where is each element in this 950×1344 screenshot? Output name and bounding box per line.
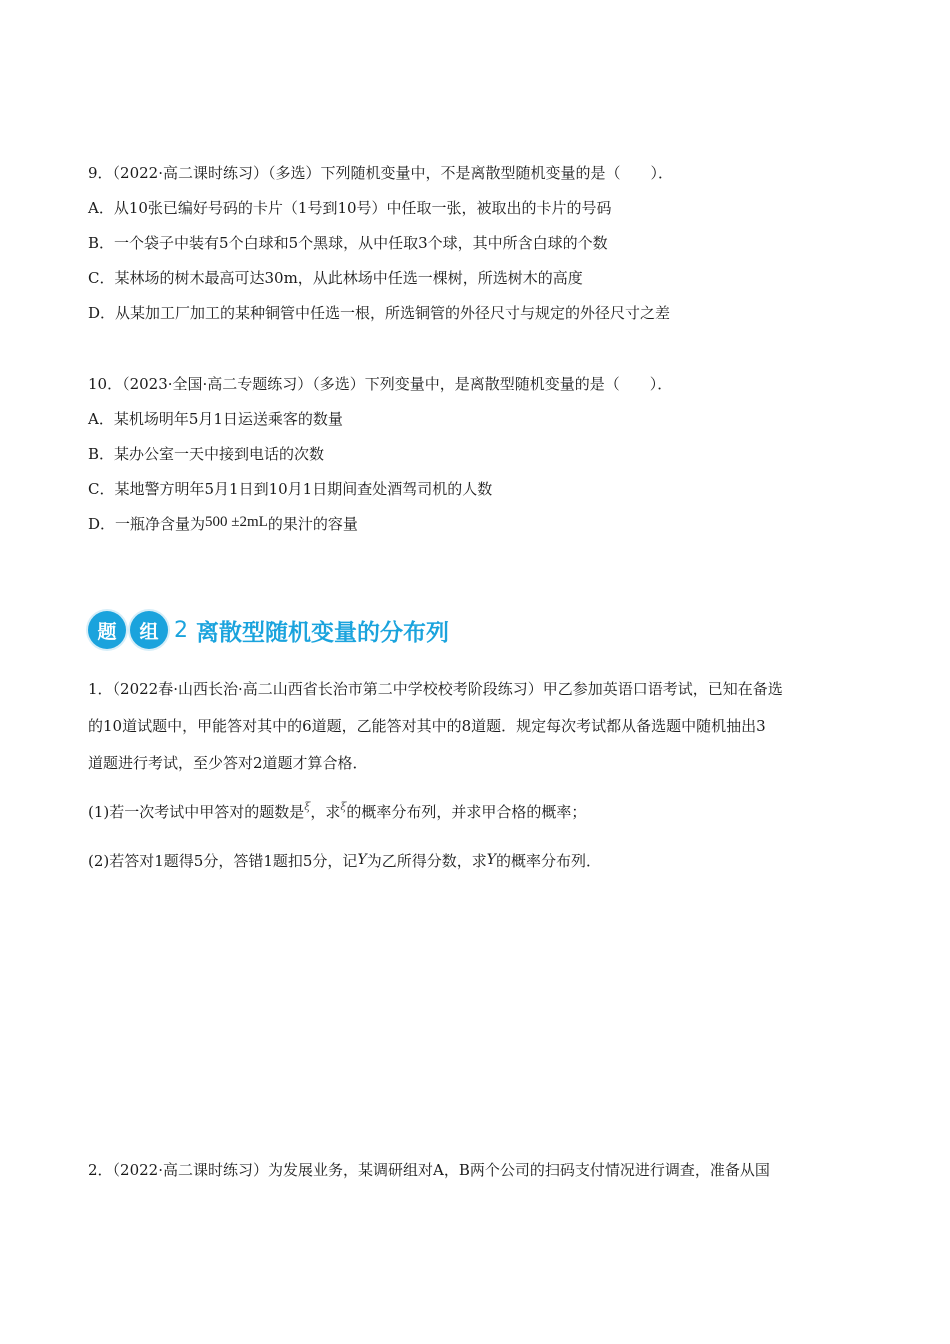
group-badge-zu: 组 bbox=[130, 611, 168, 649]
question-9-option-c: C．某林场的树木最高可达30m，从此林场中任选一棵树，所选树木的高度 bbox=[88, 269, 583, 287]
question-10-option-a: A．某机场明年5月1日运送乘客的数量 bbox=[88, 410, 343, 428]
q1-line-2: 的10道试题中，甲能答对其中的6道题，乙能答对其中的8道题．规定每次考试都从备选题中随机抽出3 bbox=[88, 717, 766, 735]
question-10-stem: 10．（2023·全国·高二专题练习）（多选）下列变量中，是离散型随机变量的是（ ）． bbox=[88, 375, 673, 393]
q1-part-2-a: (2)若答对1题得5分，答错1题扣5分，记 bbox=[88, 852, 358, 870]
group-title: 离散型随机变量的分布列 bbox=[196, 619, 449, 646]
volume-expression: 500 ±2mL bbox=[205, 514, 268, 530]
q1-line-3: 道题进行考试，至少答对2道题才算合格． bbox=[88, 754, 368, 772]
question-10-option-c: C．某地警方明年5月1日到10月1日期间查处酒驾司机的人数 bbox=[88, 480, 493, 498]
q1-part-1-a: (1)若一次考试中甲答对的题数是 bbox=[88, 803, 305, 821]
group-heading bbox=[88, 608, 449, 652]
q1-part-2-b: 为乙所得分数，求 bbox=[366, 852, 487, 870]
question-9-option-d: D．从某加工厂加工的某种铜管中任选一根，所选铜管的外径尺寸与规定的外径尺寸之差 bbox=[88, 304, 671, 322]
q1-part-1 bbox=[88, 802, 586, 824]
q1-part-2-c: 的概率分布列． bbox=[495, 852, 601, 870]
q2-line-1: 2．（2022·高二课时练习）为发展业务，某调研组对A，B两个公司的扫码支付情况进行调查，准备从国 bbox=[88, 1161, 770, 1179]
group-badge-ti: 题 bbox=[88, 611, 126, 649]
q1-line-1: 1．（2022春·山西长治·高二山西省长治市第二中学校校考阶段练习）甲乙参加英语口语考试，已知在备选 bbox=[88, 680, 783, 698]
q1-part-1-c: 的概率分布列，并求甲合格的概率； bbox=[346, 803, 587, 821]
option-d-prefix: D．一瓶净含量为 bbox=[88, 515, 206, 533]
question-9-stem: 9．（2022·高二课时练习）（多选）下列随机变量中，不是离散型随机变量的是（ ）． bbox=[88, 164, 673, 182]
question-9-option-b: B．一个袋子中装有5个白球和5个黑球，从中任取3个球，其中所含白球的个数 bbox=[88, 234, 608, 252]
q1-part-1-b: ，求 bbox=[310, 803, 341, 821]
xi-variable-2: ξ bbox=[340, 800, 347, 813]
group-number: 2 bbox=[174, 617, 188, 643]
question-9-option-a: A．从10张已编好号码的卡片（1号到10号）中任取一张，被取出的卡片的号码 bbox=[88, 199, 612, 217]
question-10-option-b: B．某办公室一天中接到电话的次数 bbox=[88, 445, 325, 463]
y-variable: Y bbox=[357, 852, 367, 868]
option-d-suffix: 的果汁的容量 bbox=[267, 515, 358, 533]
q1-part-2 bbox=[88, 851, 601, 872]
xi-variable: ξ bbox=[304, 800, 311, 813]
y-variable-2: Y bbox=[486, 852, 496, 868]
question-10-option-d bbox=[88, 514, 358, 535]
